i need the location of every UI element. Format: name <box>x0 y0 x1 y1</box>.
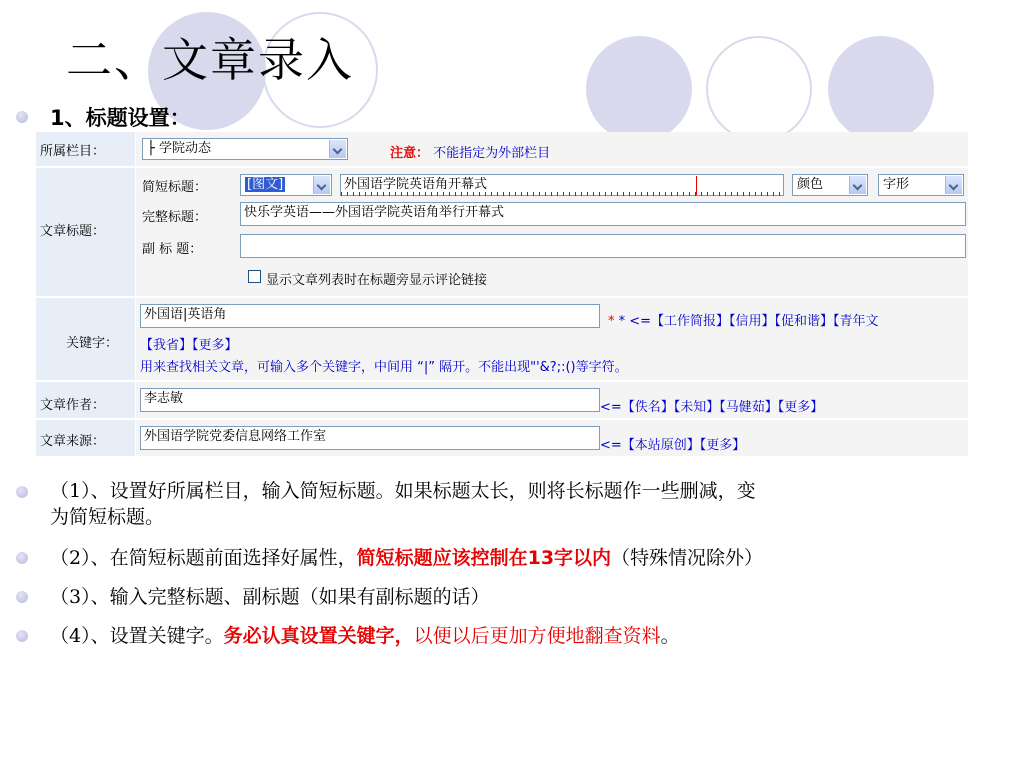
title-row <box>36 168 968 296</box>
keyword-suggestions[interactable]: * * <=【工作简报】【信用】【促和谐】【青年文 <box>608 314 879 329</box>
article-title-label: 文章标题： <box>40 224 106 239</box>
article-form-screenshot <box>36 132 968 456</box>
full-title-label: 完整标题： <box>142 210 208 225</box>
decor-circle <box>586 36 692 142</box>
keywords-label: 关键字： <box>66 336 119 351</box>
short-title-input[interactable]: 外国语学院英语角开幕式 <box>340 174 784 196</box>
author-suggestions[interactable]: <=【佚名】【未知】【马健茹】【更多】 <box>600 400 824 415</box>
chevron-down-icon <box>945 176 962 194</box>
source-suggestions[interactable]: <=【本站原创】【更多】 <box>600 438 746 453</box>
decor-circle <box>828 36 934 142</box>
length-ruler <box>341 192 783 196</box>
keywords-input[interactable]: 外国语|英语角 <box>140 304 600 328</box>
source-input[interactable]: 外国语学院党委信息网络工作室 <box>140 426 600 450</box>
subtitle-input[interactable] <box>240 234 966 258</box>
keyword-suggestions-more[interactable]: 【我省】【更多】 <box>140 338 238 353</box>
short-title-prefix-select[interactable]: [图文] <box>240 174 332 196</box>
keywords-hint: 用来查找相关文章，可输入多个关键字，中间用 “|” 隔开。不能出现"'&?;:()等字符。 <box>140 360 628 375</box>
chevron-down-icon <box>313 176 330 194</box>
short-title-label: 简短标题： <box>142 180 208 195</box>
page-title: 二、文章录入 <box>66 33 354 87</box>
chevron-down-icon <box>849 176 866 194</box>
bullet-4: （4）、设置关键字。务必认真设置关键字，以便以后更加方便地翻查资料。 <box>50 625 680 647</box>
bullet-1: （1）、设置好所属栏目，输入简短标题。如果标题太长，则将长标题作一些删减，变 为简短标题。 <box>50 480 756 528</box>
bullet-icon <box>16 552 28 564</box>
author-label: 文章作者： <box>40 398 106 413</box>
color-select[interactable]: 颜色 <box>792 174 868 196</box>
column-note: 注意： 不能指定为外部栏目 <box>390 146 551 161</box>
bullet-icon <box>16 486 28 498</box>
bullet-icon <box>16 591 28 603</box>
comment-link-checkbox-label: 显示文章列表时在标题旁显示评论链接 <box>266 273 488 288</box>
source-row <box>36 420 968 456</box>
chevron-down-icon <box>329 140 346 158</box>
author-input[interactable]: 李志敏 <box>140 388 600 412</box>
comment-link-checkbox[interactable] <box>248 270 261 283</box>
decor-ring <box>706 36 812 142</box>
subtitle-label: 副 标 题： <box>142 242 203 257</box>
bullet-3: （3）、输入完整标题、副标题（如果有副标题的话） <box>50 586 490 608</box>
keywords-row <box>36 298 968 380</box>
font-style-select[interactable]: 字形 <box>878 174 964 196</box>
author-row <box>36 382 968 418</box>
column-label: 所属栏目： <box>40 144 106 159</box>
full-title-input[interactable]: 快乐学英语——外国语学院英语角举行开幕式 <box>240 202 966 226</box>
source-label: 文章来源： <box>40 434 106 449</box>
column-row <box>36 132 968 166</box>
bullet-icon <box>16 630 28 642</box>
column-select[interactable]: ├ 学院动态 <box>142 138 348 160</box>
bullet-icon <box>16 111 28 123</box>
length-limit-mark <box>696 176 697 195</box>
bullet-2: （2）、在简短标题前面选择好属性，简短标题应该控制在13字以内（特殊情况除外） <box>50 547 764 569</box>
section-subtitle: 1、标题设置： <box>50 106 191 130</box>
